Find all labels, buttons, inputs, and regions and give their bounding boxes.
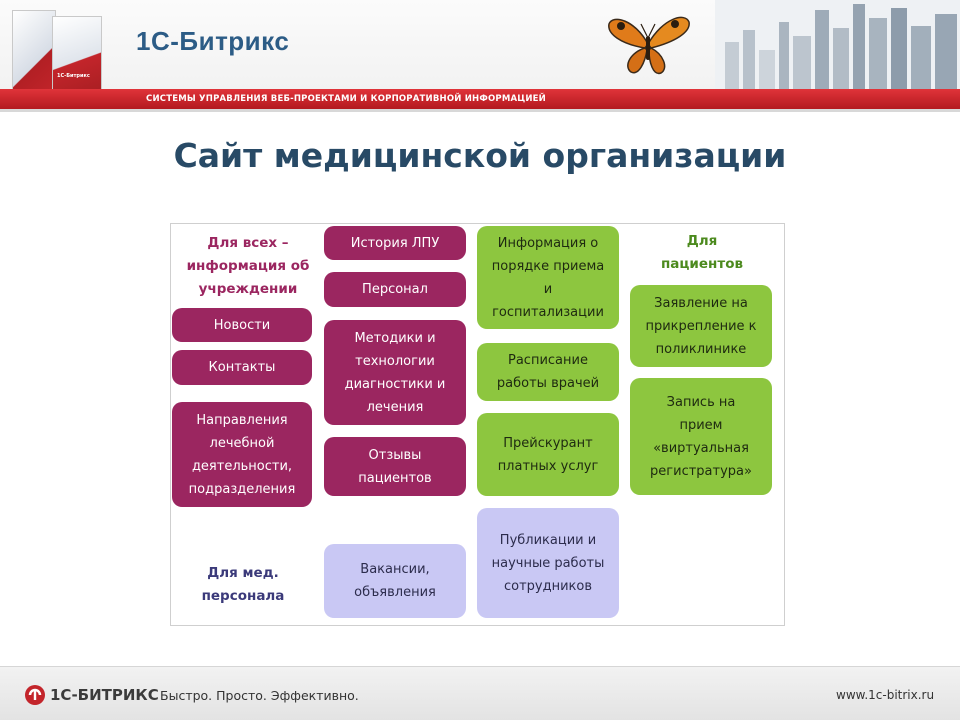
header-tagline: СИСТЕМЫ УПРАВЛЕНИЯ ВЕБ-ПРОЕКТАМИ И КОРПОРАТИВНОЙ ИНФОРМАЦИЕЙ xyxy=(146,94,546,104)
card-news[interactable]: Новости xyxy=(172,308,312,342)
card-methods[interactable]: Методики и технологии диагностики и лечения xyxy=(324,320,466,425)
footer-slogan: Быстро. Просто. Эффективно. xyxy=(160,688,359,703)
footer-logo-text[interactable]: 1С-БИТРИКС xyxy=(50,686,159,704)
header-divider xyxy=(0,109,960,112)
card-admission-info[interactable]: Информация о порядке приема и госпитализации xyxy=(477,226,619,329)
product-box-back xyxy=(12,10,56,96)
label-for-staff: Для мед. персонала xyxy=(201,565,285,604)
card-doctors-schedule[interactable]: Расписание работы врачей xyxy=(477,343,619,401)
label-for-patients: Для пациентов xyxy=(660,233,744,272)
slide-title: Сайт медицинской организации xyxy=(173,136,787,175)
city-skyline-image xyxy=(715,0,960,90)
bitrix-logo-icon xyxy=(24,684,46,706)
brand-logo[interactable]: 1С-Битрикс xyxy=(136,26,290,56)
card-publications[interactable]: Публикации и научные работы сотрудников xyxy=(477,508,619,618)
product-boxes-image xyxy=(8,6,108,98)
card-history[interactable]: История ЛПУ xyxy=(324,226,466,260)
card-departments[interactable]: Направления лечебной деятельности, подразделения xyxy=(172,402,312,507)
label-for-all: Для всех – информация об учреждении xyxy=(186,235,310,297)
card-staff[interactable]: Персонал xyxy=(324,272,466,307)
card-virtual-registry[interactable]: Запись на прием «виртуальная регистратура» xyxy=(630,378,772,495)
footer-url-link[interactable]: www.1c-bitrix.ru xyxy=(836,688,935,702)
card-contacts[interactable]: Контакты xyxy=(172,350,312,385)
card-vacancies[interactable]: Вакансии, объявления xyxy=(324,544,466,618)
card-clinic-attachment[interactable]: Заявление на прикрепление к поликлинике xyxy=(630,285,772,367)
card-reviews[interactable]: Отзывы пациентов xyxy=(324,437,466,496)
butterfly-icon xyxy=(605,10,691,80)
box-logo-text: 1С-Битрикс xyxy=(57,73,90,79)
product-box-front xyxy=(52,16,102,96)
card-price-list[interactable]: Прейскурант платных услуг xyxy=(477,413,619,496)
